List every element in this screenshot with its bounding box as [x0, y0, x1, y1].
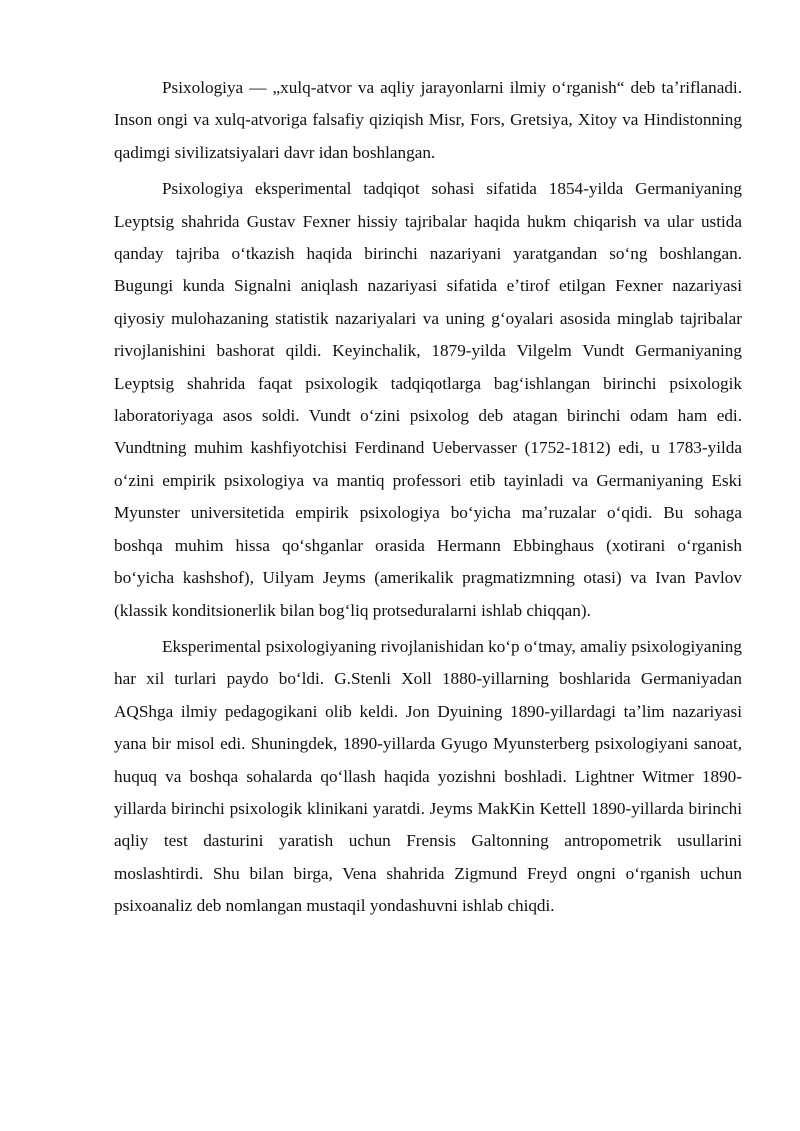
paragraph-applied-psychology: Eksperimental psixologiyaning rivojlanishidan koʻp oʻtmay, amaliy psixologiyaning har xil turlari paydo boʻldi. G.Stenli Xoll 1880-yillarning boshlarida Germaniyadan AQShga ilmiy pedagogikani olib keldi. Jon Dyuining 1890-yillardagi taʼlim nazariyasi yana bir misol edi. Shuningdek, 1890-yillarda Gyugo Myunsterberg psixologiyani sanoat, huquq va boshqa sohalarda qoʻllash haqida yozishni boshladi. Lightner Witmer 1890-yillarda birinchi psixologik klinikani yaratdi. Jeyms MakKin Kettell 1890-yillarda birinchi aqliy test dasturini yaratish uchun Frensis Galtonning antropometrik usullarini moslashtirdi. Shu bilan birga, Vena shahrida Zigmund Freyd ongni oʻrganish uchun psixoanaliz deb nomlangan mustaqil yondashuvni ishlab chiqdi.: [114, 636, 742, 916]
document-body: [114, 72, 742, 927]
paragraph-psychology-definition: Psixologiya — „xulq-atvor va aqliy jarayonlarni ilmiy oʻrganish“ deb taʼriflanadi. Inson ongi va xulq-atvoriga falsafiy qiziqish Misr, Fors, Gretsiya, Xitoy va Hindistonning qadimgi sivilizatsiyalari davr idan boshlangan.: [114, 78, 742, 162]
paragraph-experimental-psychology: Psixologiya eksperimental tadqiqot sohasi sifatida 1854-yilda Germaniyaning Leyptsig shahrida Gustav Fexner hissiy tajribalar haqida hukm chiqarish va ular ustida qanday tajriba oʻtkazish haqida birinchi nazariyani yaratgandan soʻng boshlangan. Bugungi kunda Signalni aniqlash nazariyasi sifatida eʼtirof etilgan Fexner nazariyasi qiyosiy mulohazaning statistik nazariyalari va uning gʻoyalari asosida minglab tajribalar rivojlanishini bashorat qildi. Keyinchalik, 1879-yilda Vilgelm Vundt Germaniyaning Leyptsig shahrida faqat psixologik tadqiqotlarga bagʻishlangan birinchi psixologik laboratoriyaga asos soldi. Vundt oʻzini psixolog deb atagan birinchi odam ham edi. Vundtning muhim kashfiyotchisi Ferdinand Uebervasser (1752-1812) edi, u 1783-yilda oʻzini empirik psixologiya va mantiq professori etib tayinladi va Germaniyaning Eski Myunster universitetida empirik psixologiya boʻyicha maʼruzalar oʻqidi. Bu sohaga boshqa muhim hissa qoʻshganlar orasida Hermann Ebbinghaus (xotirani oʻrganish boʻyicha kashshof), Uilyam Jeyms (amerikalik pragmatizmning otasi) va Ivan Pavlov (klassik konditsionerlik bilan bogʻliq protseduralarni ishlab chiqqan).: [114, 179, 742, 620]
